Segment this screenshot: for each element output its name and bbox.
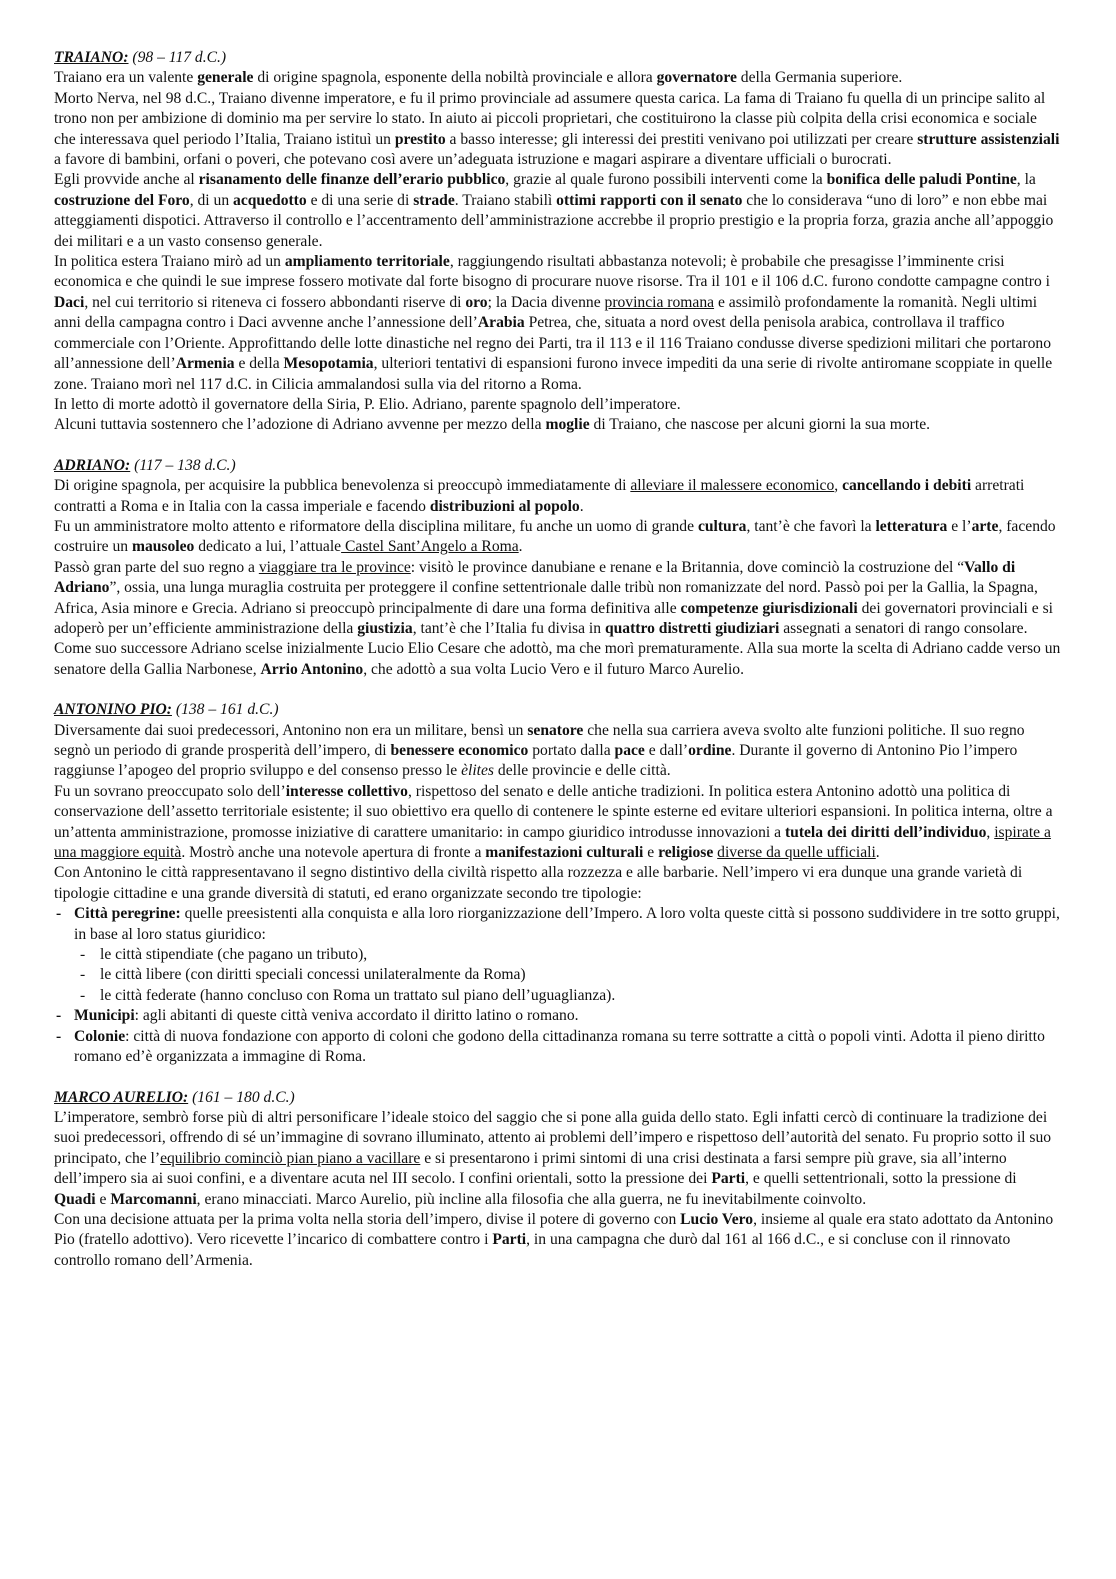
bold-term: Lucio Vero — [680, 1210, 754, 1228]
bold-term: Parti — [711, 1170, 746, 1188]
bold-term: letteratura — [875, 517, 948, 535]
bold-term: costruzione del Foro — [54, 191, 190, 209]
bold-term: moglie — [545, 416, 590, 434]
bold-term: risanamento delle finanze dell’erario pubblico — [198, 171, 506, 189]
section-title — [54, 700, 1062, 720]
sub-list — [74, 945, 1062, 1006]
bold-term: bonifica delle paludi Pontine — [826, 171, 1017, 189]
bold-term: Vallo di Adriano — [54, 558, 1016, 597]
paragraph: Egli provvide anche al risanamento delle finanze dell’erario pubblico, grazie al quale furono possibili interventi come la bonifica delle paludi Pontine, la costruzione del Foro, di un acquedotto e di una serie di strade. Traiano stabilì ottimi rapporti con il senato che lo considerava “uno di loro” e non ebbe mai atteggiamenti dispotici. Attraverso il controllo e l’accentramento dell’amministrazione accrebbe il proprio prestigio e la propria forza, grazia anche all’appoggio dei militari e a un vasto consenso generale. — [54, 171, 1054, 250]
bold-term: Arabia — [477, 314, 525, 332]
city-types-list — [54, 904, 1062, 1067]
underlined-phrase: diverse da quelle ufficiali — [717, 844, 876, 862]
bold-term: interesse collettivo — [285, 782, 408, 800]
underlined-phrase: viaggiare tra le province — [258, 558, 411, 576]
bold-term: oro — [465, 293, 488, 311]
reign-dates: (138 – 161 d.C.) — [175, 701, 279, 719]
bold-term: distribuzioni al popolo — [429, 497, 580, 515]
underlined-phrase: equilibrio cominciò pian piano a vacillare — [160, 1149, 421, 1167]
paragraph: Di origine spagnola, per acquisire la pubblica benevolenza si preoccupò immediatamente di alleviare il malessere economico, cancellando i debiti arretrati contratti a Roma e in Italia con la cassa imperiale e facendo distribuzioni al popolo. — [54, 477, 1025, 515]
paragraph: In politica estera Traiano mirò ad un ampliamento territoriale, raggiungendo risultati abbastanza notevoli; è probabile che presagisse l’imminente crisi economica e che quindi le sue imprese fossero motivate dal forte bisogno di procurare nuove risorse. Tra il 101 e il 106 d.C. furono condotte campagne contro i Daci, nel cui territorio si riteneva ci fossero abbondanti riserve di oro; la Dacia divenne provincia romana e assimilò profondamente la romanità. Negli ultimi anni della campagna contro i Daci avvenne anche l’annessione dell’Arabia Petrea, che, situata a nord ovest della penisola arabica, controllava il traffico commerciale con l’Oriente. Approfittando delle lotte dinastiche nel regno dei Parti, tra il 113 e il 116 Traiano condusse diverse spedizioni militari che portarono all’annessione dell’Armenia e della Mesopotamia, ulteriori tentativi di espansioni furono invece impediti da una serie di rivolte antiromane scoppiate in quelle zone. Traiano morì nel 117 d.C. in Cilicia ammalandosi sulla via del ritorno a Roma. — [54, 253, 1053, 393]
list-item-text: Colonie: città di nuova fondazione con apporto di coloni che godono della cittadinanza romana su terre sottratte a città o popoli vinti. Adotta il pieno diritto romano ed’è organizzata a immagine di Roma. — [74, 1027, 1045, 1066]
document-page — [54, 48, 1062, 1291]
sub-list-item: - le città libere (con diritti speciali concessi unilateralmente da Roma) — [74, 965, 1062, 985]
bold-term: ordine — [688, 742, 732, 759]
bold-term: giustizia — [357, 619, 413, 637]
bold-term: ampliamento territoriale — [284, 253, 450, 271]
paragraph: Con una decisione attuata per la prima volta nella storia dell’impero, divise il potere di governo con Lucio Vero, insieme al quale era stato adottato da Antonino Pio (fratello adottivo). Vero ricevette l’incarico di combattere contro i Parti, in una campagna che durò dal 161 al 166 d.C., e si concluse con il rinnovato controllo romano dell’Armenia. — [54, 1210, 1054, 1269]
paragraph: Fu un sovrano preoccupato solo dell’interesse collettivo, rispettoso del senato e delle antiche tradizioni. In politica estera Antonino adottò una politica di conservazione dell’assetto territoriale esistente; il suo obiettivo era quello di contenere le spinte esterne ed evitare ulteriori espansioni. In politica interna, oltre a un’attenta amministrazione, promosse iniziative di carattere umanitario: in campo giuridico introdusse innovazioni a tutela dei diritti dell’individuo, ispirate a una maggiore equità. Mostrò anche una notevole apertura di fronte a manifestazioni culturali e religiose diverse da quelle ufficiali. — [54, 782, 1053, 862]
bold-term: generale — [197, 69, 254, 87]
list-item-text: Municipi: agli abitanti di queste città veniva accordato il diritto latino o romano. — [74, 1007, 579, 1025]
paragraph: Alcuni tuttavia sostennero che l’adozione di Adriano avvenne per mezzo della moglie di Traiano, che nascose per alcuni giorni la sua morte. — [54, 416, 931, 434]
bold-term: strade — [413, 191, 455, 209]
bold-term: Città peregrine: — [74, 905, 181, 923]
section-antonino-pio — [54, 700, 1062, 1067]
bold-term: cancellando i debiti — [842, 477, 972, 495]
reign-dates: (98 – 117 d.C.) — [132, 49, 227, 66]
section-adriano — [54, 456, 1062, 680]
bold-term: Marcomanni — [110, 1190, 197, 1208]
bold-term: tutela dei diritti dell’individuo — [784, 823, 987, 841]
emperor-name: ADRIANO: — [54, 456, 131, 474]
bold-term: strutture assistenziali — [917, 130, 1060, 148]
bold-term: quattro distretti giudiziari — [604, 619, 780, 637]
list-item-text: Città peregrine: quelle preesistenti alla conquista e alla loro riorganizzazione dell’Impero. A loro volta queste città si possono suddividere in tre sotto gruppi, in base al loro status giuridico: — [74, 905, 1060, 943]
underlined-phrase: ispirate a una maggiore equità — [54, 823, 1051, 862]
bold-term: Parti — [492, 1231, 527, 1249]
emperor-name: TRAIANO: — [54, 49, 129, 66]
paragraph: Con Antonino le città rappresentavano il segno distintivo della civiltà rispetto alla rozzezza e alle barbarie. Nell’impero vi era dunque una grande varietà di tipologie cittadine e una grande diversità di statuti, ed erano organizzate secondo tre tipologie: — [54, 864, 1023, 902]
bold-term: governatore — [656, 69, 737, 87]
underlined-phrase: Castel Sant’Angelo a Roma — [341, 538, 519, 556]
list-item — [54, 1027, 1062, 1068]
bold-term: mausoleo — [131, 538, 195, 556]
sub-list-item: - le città federate (hanno concluso con Roma un trattato sul piano dell’uguaglianza). — [74, 986, 1062, 1006]
reign-dates: (117 – 138 d.C.) — [134, 456, 236, 474]
list-item — [54, 904, 1062, 1006]
underlined-phrase: provincia romana — [604, 293, 715, 311]
bold-term: senatore — [527, 721, 584, 739]
paragraph: Diversamente dai suoi predecessori, Antonino non era un militare, bensì un senatore che nella sua carriera aveva svolto alte funzioni politiche. Il suo regno segnò un periodo di grande prosperità dell’impero, di benessere economico portato dalla pace e dall’ordine. Durante il governo di Antonino Pio l’impero raggiunse l’apogeo del proprio sviluppo e del consenso presso le èlites delle provincie e delle città. — [54, 721, 1025, 780]
paragraph: Passò gran parte del suo regno a viaggiare tra le province: visitò le province danubiane e renane e la Britannia, dove cominciò la costruzione del “Vallo di Adriano”, ossia, una lunga muraglia costruita per proteggere il confine settentrionale dalle tribù non romanizzate del nord. Passò poi per la Gallia, la Spagna, Africa, Asia minore e Grecia. Adriano si preoccupò principalmente di dare una forma definitiva alle competenze giurisdizionali dei governatori provinciali e si adoperò per un’efficiente amministrazione della giustizia, tant’è che l’Italia fu divisa in quattro distretti giudiziari assegnati a senatori di rango consolare. Come suo successore Adriano scelse inizialmente Lucio Elio Cesare che adottò, ma che morì prematuramente. Alla sua morte la scelta di Adriano cadde verso un senatore della Gallia Narbonese, Arrio Antonino, che adottò a sua volta Lucio Vero e il futuro Marco Aurelio. — [54, 558, 1061, 678]
paragraph: In letto di morte adottò il governatore della Siria, P. Elio. Adriano, parente spagnolo dell’imperatore. — [54, 395, 681, 413]
bold-term: cultura — [697, 517, 747, 535]
bold-term: Quadi — [54, 1190, 96, 1208]
bold-term: religiose — [658, 844, 714, 862]
bold-term: prestito — [394, 130, 446, 148]
paragraph: L’imperatore, sembrò forse più di altri personificare l’ideale stoico del saggio che si pone alla guida dello stato. Egli infatti cercò di continuare la tradizione dei suoi predecessori, offrendo di sé un’immagine di sovrano illuminato, attento ai problemi dell’impero e rispettoso dell’autorità del senato. Fu proprio sotto il suo principato, che l’equilibrio cominciò pian piano a vacillare e si presentarono i primi sintomi di una crisi destinata a farsi sempre più grave, sia all’interno dell’impero sia ai suoi confini, e a diventare acuta nel III secolo. I confini orientali, sotto la pressione dei Parti, e quelli settentrionali, sotto la pressione di Quadi e Marcomanni, erano minacciati. Marco Aurelio, più incline alla filosofia che alla guerra, ne fu inevitabilmente coinvolto. — [54, 1108, 1052, 1208]
emperor-name: MARCO AURELIO: — [54, 1088, 189, 1106]
bold-term: arte — [971, 517, 999, 535]
bold-term: Municipi — [74, 1007, 135, 1025]
section-marco-aurelio — [54, 1088, 1062, 1272]
emperor-name: ANTONINO PIO: — [54, 701, 172, 719]
bold-term: Arrio Antonino — [260, 660, 364, 678]
section-title — [54, 456, 1062, 476]
bold-term: manifestazioni culturali — [485, 844, 644, 862]
bold-term: competenze giurisdizionali — [680, 599, 858, 617]
bold-term: Armenia — [175, 355, 235, 373]
list-item — [54, 1006, 1062, 1026]
reign-dates: (161 – 180 d.C.) — [192, 1088, 295, 1106]
bold-term: benessere economico — [390, 742, 529, 759]
section-title — [54, 1088, 1062, 1108]
bold-term: Daci — [54, 293, 85, 311]
bold-term: acquedotto — [233, 191, 307, 209]
italic-term: èlites — [461, 762, 494, 780]
paragraph: Fu un amministratore molto attento e riformatore della disciplina militare, fu anche un uomo di grande cultura, tant’è che favorì la letteratura e l’arte, facendo costruire un mausoleo dedicato a lui, l’attuale Castel Sant’Angelo a Roma. — [54, 517, 1056, 556]
paragraph: Traiano era un valente generale di origine spagnola, esponente della nobiltà provinciale e allora governatore della Germania superiore. — [54, 69, 903, 87]
section-traiano — [54, 48, 1062, 436]
bold-term: Mesopotamia — [283, 355, 374, 373]
paragraph: Morto Nerva, nel 98 d.C., Traiano divenne imperatore, e fu il primo provinciale ad assumere questa carica. La fama di Traiano fu quella di un principe salito al trono non per ambizione di dominio ma per servire lo stato. In aiuto ai piccoli proprietari, che costituirono la classe più colpita della crisi economica e sociale che interessava quel periodo l’Italia, Traiano istituì un prestito a basso interesse; gli interessi dei prestiti venivano poi utilizzati per creare strutture assistenziali a favore di bambini, orfani o poveri, che potevano così avere un’adeguata istruzione e magari aspirare a diventare ufficiali o burocrati. — [54, 89, 1060, 169]
bold-term: Colonie — [74, 1027, 126, 1045]
sub-list-item: - le città stipendiate (che pagano un tributo), — [74, 945, 1062, 965]
bold-term: pace — [614, 742, 645, 759]
underlined-phrase: alleviare il malessere economico — [630, 477, 835, 495]
section-title — [54, 48, 1062, 68]
bold-term: ottimi rapporti con il senato — [556, 191, 743, 209]
